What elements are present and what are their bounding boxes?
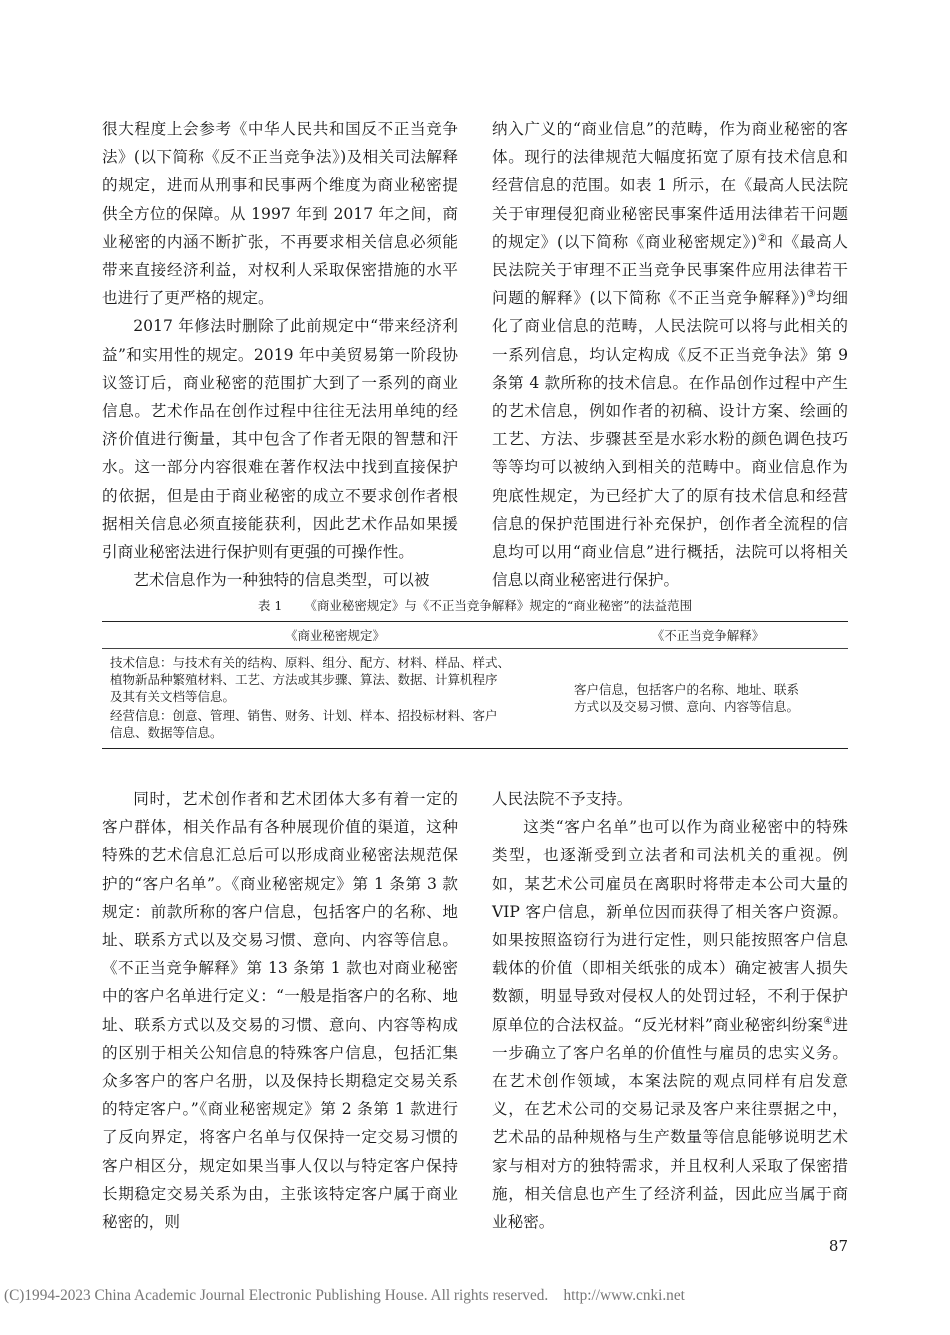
column-top-left — [102, 115, 458, 594]
table-cell-line: 经营信息：创意、管理、销售、财务、计划、样本、招投标材料、客户 — [110, 708, 498, 723]
text-run: 这类“客户名单”也可以作为商业秘密中的特殊类型，也逐渐受到立法者和司法机关的重视。例如，某艺术公司雇员在离职时将带走本公司大量的 VIP 客户信息，新单位因而获得了相关客户资源。如果按照盗窃行为进行定性，则只能按照客户信息载体的价值（即相关纸张的成本）确定被害人损失数额，明显导致对侵权人的处罚过轻，不利于保护原单位的合法权益。“反光材料”商业秘密纠纷案 — [492, 818, 848, 1034]
comparison-table — [102, 621, 848, 749]
paragraph: 很大程度上会参考《中华人民共和国反不正当竞争法》(以下简称《反不正当竞争法》)及相关司法解释的规定，进而从刑事和民事两个维度为商业秘密提供全方位的保障。从 1997 年到 2017 年之间，商业秘密的内涵不断扩张，不再要求相关信息必须能带来直接经济利益，对权利人采取保密措施的水平也进行了更严格的规定。 — [102, 120, 458, 308]
table-caption-number: 表 1 — [257, 598, 283, 613]
table-cell-line: 信息、数据等信息。 — [110, 725, 223, 740]
footnote-marker: ③ — [805, 289, 817, 301]
table-cell-line: 客户信息，包括客户的名称、地址、联系 — [574, 681, 800, 697]
paragraph: 同时，艺术创作者和艺术团体大多有着一定的客户群体，相关作品有各种展现价值的渠道，这种特殊的艺术信息汇总后可以形成商业秘密法规范保护的“客户名单”。《商业秘密规定》第 1 条第 3 款规定：前款所称的客户信息，包括客户的名称、地址、联系方式以及交易习惯、意向、内容等信息。《不正当竞争解释》第 13 条第 1 款也对商业秘密中的客户名单进行定义：“一般是指客户的名称、地址、联系方式以及交易的习惯、意向、内容等构成的区别于相关公知信息的特殊客户信息，包括汇集众多客户的客户名册，以及保持长期稳定交易关系的特定客户。”《商业秘密规定》第 2 条第 1 款进行了反向界定，将客户名单与仅保持一定交易习惯的客户相区分，规定如果当事人仅以与特定客户保持长期稳定交易关系为由，主张该特定客户属于商业秘密的，则 — [102, 790, 458, 1232]
paragraph — [492, 115, 848, 594]
page-number: 87 — [828, 1237, 848, 1255]
table-header-cell: 《商业秘密规定》 — [284, 627, 385, 643]
table-header-row — [102, 622, 848, 649]
column-bottom-right — [492, 785, 848, 1236]
footnote-marker: ② — [757, 232, 768, 244]
footnote-marker: ④ — [823, 1015, 833, 1027]
table-cell-line: 方式以及交易习惯、意向、内容等信息。 — [574, 698, 800, 714]
paragraph: 艺术信息作为一种独特的信息类型，可以被 — [133, 571, 430, 590]
copyright-footer: (C)1994-2023 China Academic Journal Electronic Publishing House. All rights reserved. http://www.cnki.net — [4, 1287, 685, 1304]
paragraph: 人民法院不予支持。 — [492, 790, 633, 808]
table-cell-line: 植物新品种繁殖材料、工艺、方法或其步骤、算法、数据、计算机程序 — [110, 672, 498, 687]
text-run: 和《最高人民法院关于审理不正当竞争民事案件应用法律若干问题的解释》(以下简称《不正当竞争解释》) — [492, 232, 848, 308]
column-bottom-left — [102, 785, 458, 1236]
table-cell-line: 技术信息：与技术有关的结构、原料、组分、配方、材料、样品、样式、 — [110, 655, 511, 670]
table-cell — [102, 649, 568, 749]
table-cell-line: 及其有关文档等信息。 — [110, 689, 236, 704]
text-run: 纳入广义的“商业信息”的范畴，作为商业秘密的客体。现行的法律规范大幅度拓宽了原有技术信息和经营信息的范围。如表 1 所示，在《最高人民法院关于审理侵犯商业秘密民事案件适用法律若干问题的规定》(以下简称《商业秘密规定》) — [492, 120, 848, 251]
text-run: 均细化了商业信息的范畴，人民法院可以将与此相关的一系列信息，均认定构成《反不正当竞争法》第 9 条第 4 款所称的技术信息。在作品创作过程中产生的艺术信息，例如作者的初稿、设计方案、绘画的工艺、方法、步骤甚至是水彩水粉的颜色调色技巧等等均可以被纳入到相关的范畴中。商业信息作为兜底性规定，为已经扩大了的原有技术信息和经营信息的保护范围进行补充保护，创作者全流程的信息均可以用“商业信息”进行概括，法院可以将相关信息以商业秘密进行保护。 — [492, 289, 848, 590]
paragraph — [492, 813, 848, 1236]
paragraph: 2017 年修法时删除了此前规定中“带来经济利益”和实用性的规定。2019 年中美贸易第一阶段协议签订后，商业秘密的范围扩大到了一系列的商业信息。艺术作品在创作过程中往往无法用单纯的经济价值进行衡量，其中包含了作者无限的智慧和汗水。这一部分内容很难在著作权法中找到直接保护的依据，但是由于商业秘密的成立不要求创作者根据相关信息必须直接能获利，因此艺术作品如果援引商业秘密法进行保护则有更强的可操作性。 — [102, 317, 458, 562]
table-cell — [568, 649, 848, 749]
table-caption-text: 《商业秘密规定》与《不正当竞争解释》规定的“商业秘密”的法益范围 — [304, 598, 693, 613]
table-header-cell: 《不正当竞争解释》 — [651, 627, 765, 643]
table-row — [102, 649, 848, 749]
table-caption — [102, 597, 848, 615]
text-run: 进一步确立了客户名单的价值性与雇员的忠实义务。在艺术创作领域，本案法院的观点同样有启发意义，在艺术公司的交易记录及客户来往票据之中，艺术品的品种规格与生产数量等信息能够说明艺术家与相对方的独特需求，并且权利人采取了保密措施，相关信息也产生了经济利益，因此应当属于商业秘密。 — [492, 1015, 848, 1232]
column-top-right — [492, 115, 848, 594]
